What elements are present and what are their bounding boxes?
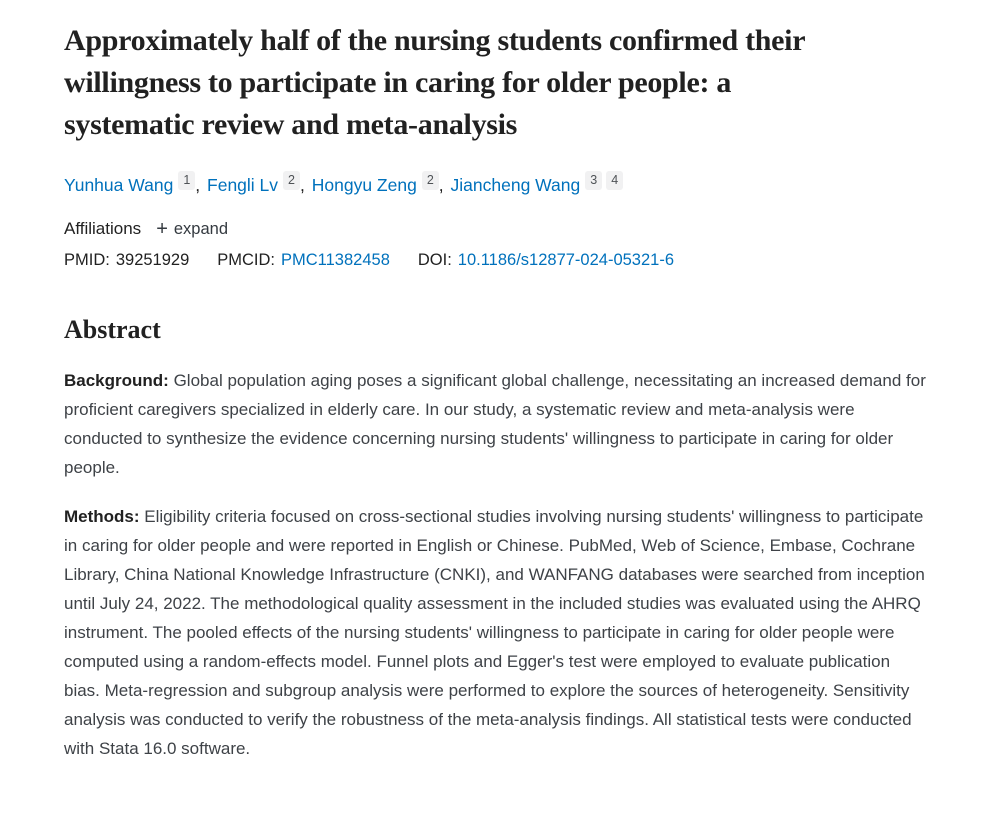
abstract-heading: Abstract bbox=[64, 315, 161, 344]
pmcid-link[interactable]: PMC11382458 bbox=[281, 251, 390, 269]
affiliation-number-badge: 4 bbox=[606, 171, 623, 190]
pmcid-label: PMCID: bbox=[217, 251, 276, 269]
pmcid-group bbox=[217, 249, 390, 271]
background-text: Global population aging poses a significant global challenge, necessitating an increased demand for proficient caregivers specialized in elderly care. In our study, a systematic review and meta-analysis were conducted to synthesize the evidence concerning nursing students' willingness to participate in caring for older people. bbox=[64, 371, 926, 477]
doi-label: DOI: bbox=[417, 251, 452, 269]
affiliations-label: Affiliations bbox=[64, 219, 142, 238]
affiliation-number-badge: 3 bbox=[585, 171, 602, 190]
affiliations-expand-button[interactable] bbox=[156, 219, 228, 239]
abstract-background-paragraph bbox=[64, 366, 929, 482]
doi-group bbox=[418, 249, 674, 271]
affiliation-number-badge: 1 bbox=[178, 171, 195, 190]
author-link[interactable]: Hongyu Zeng bbox=[311, 175, 417, 195]
methods-text: Eligibility criteria focused on cross-sectional studies involving nursing students' willingness to participate in caring for older people and were reported in English or Chinese. PubMed, Web of Science, Embase, Cochrane Library, China National Knowledge Infrastructure (CNKI), and WANFANG databases were searched from inception until July 24, 2022. The methodological quality assessment in the included studies was evaluated using the AHRQ instrument. The pooled effects of the nursing students' willingness to participate in caring for older people were computed using a random-effects model. Funnel plots and Egger's test were employed to evaluate publication bias. Meta-regression and subgroup analysis were performed to explore the sources of heterogeneity. Sensitivity analysis was conducted to verify the robustness of the meta-analysis findings. All statistical tests were conducted with Stata 16.0 software. bbox=[64, 507, 925, 758]
author bbox=[207, 175, 307, 195]
pmid-label: PMID: bbox=[64, 251, 110, 269]
authors-row bbox=[64, 173, 929, 197]
affiliation-number-badge: 2 bbox=[422, 171, 439, 190]
affiliation-number-badge: 2 bbox=[283, 171, 300, 190]
article-title: Approximately half of the nursing students confirmed their willingness to participate in caring for older people: a systematic review and meta-analysis bbox=[64, 24, 805, 141]
affiliations-row bbox=[64, 218, 929, 240]
identifiers-row bbox=[64, 249, 929, 271]
author-separator: , bbox=[438, 175, 444, 195]
author bbox=[312, 175, 446, 195]
author-separator: , bbox=[299, 175, 305, 195]
author bbox=[64, 175, 202, 195]
expand-label: expand bbox=[173, 219, 229, 238]
author-separator: , bbox=[195, 175, 201, 195]
methods-label: Methods: bbox=[64, 507, 140, 526]
plus-icon: + bbox=[156, 218, 168, 240]
author bbox=[451, 175, 624, 195]
pmid-value: 39251929 bbox=[115, 251, 190, 269]
author-link[interactable]: Yunhua Wang bbox=[64, 175, 174, 195]
pmid-group bbox=[64, 249, 189, 271]
doi-link[interactable]: 10.1186/s12877-024-05321-6 bbox=[457, 251, 675, 269]
abstract-methods-paragraph bbox=[64, 502, 929, 763]
author-link[interactable]: Fengli Lv bbox=[207, 175, 279, 195]
author-link[interactable]: Jiancheng Wang bbox=[450, 175, 581, 195]
background-label: Background: bbox=[64, 371, 169, 390]
